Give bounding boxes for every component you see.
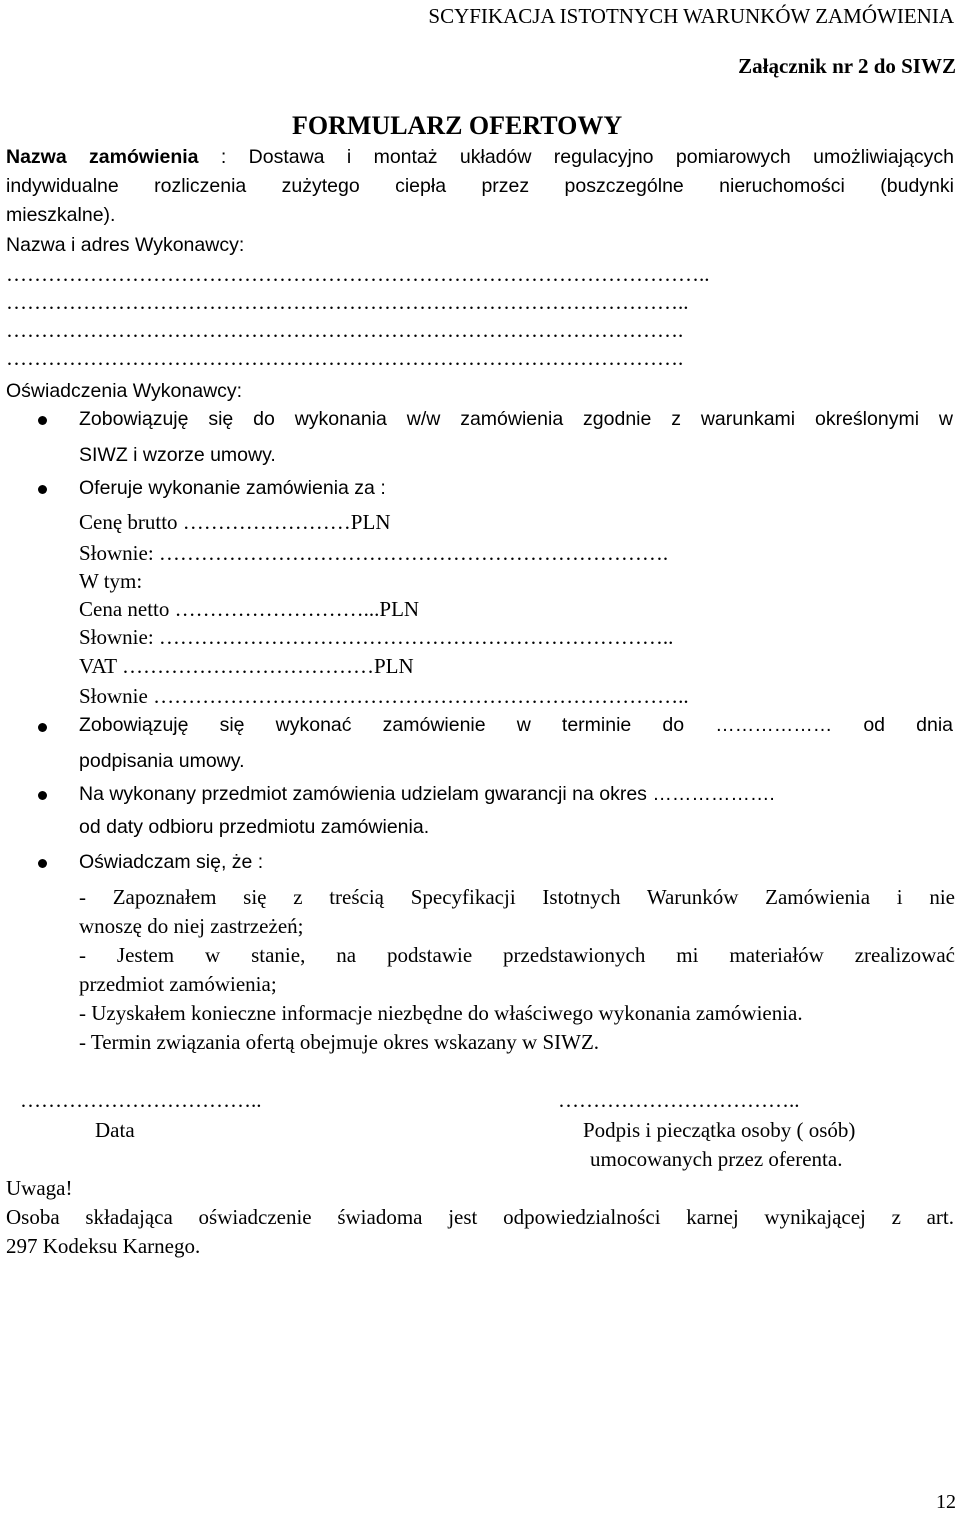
statement-4-line1: Na wykonany przedmiot zamówienia udzielam gwarancji na okres ………………. <box>79 783 775 805</box>
statement-3-line2: podpisania umowy. <box>79 750 245 772</box>
statement-1-line1: Zobowiązuję się do wykonania w/w zamówienia zgodnie z warunkami określonymi w <box>79 408 953 430</box>
declaration-2-line2: przedmiot zamówienia; <box>79 972 277 996</box>
statement-3-line1: Zobowiązuję się wykonać zamówienie w terminie do ……………… od dnia <box>79 714 953 736</box>
declaration-1-line2: wnoszę do niej zastrzeżeń; <box>79 914 304 938</box>
statement-5: Oświadczam się, że : <box>79 851 264 873</box>
statements-label: Oświadczenia Wykonawcy: <box>6 380 243 402</box>
bullet-2 <box>38 485 47 494</box>
of-which-label: W tym: <box>79 569 143 593</box>
declaration-2-line1: - Jestem w stanie, na podstawie przedstawionych mi materiałów zrealizować <box>79 943 955 967</box>
words-line-1: Słownie: ………………………………………………………………. <box>79 541 669 565</box>
net-price-line: Cena netto ………………………...PLN <box>79 597 420 621</box>
contractor-dots-line1: ……………………………………………………………………………………….. <box>6 264 710 285</box>
order-name-line3: mieszkalne). <box>6 204 116 226</box>
note-label: Uwaga! <box>6 1176 73 1200</box>
statement-2: Oferuje wykonanie zamówienia za : <box>79 477 386 499</box>
form-title: FORMULARZ OFERTOWY <box>292 111 623 140</box>
attachment-label: Załącznik nr 2 do SIWZ <box>738 54 956 78</box>
declaration-3: - Uzyskałem konieczne informacje niezbędne do właściwego wykonania zamówienia. <box>79 1001 803 1025</box>
order-name-line1: Nazwa zamówienia : Dostawa i montaż układów regulacyjno pomiarowych umożliwiających <box>6 146 955 168</box>
declaration-4: - Termin związania ofertą obejmuje okres wskazany w SIWZ. <box>79 1030 600 1054</box>
signature-label-line2: umocowanych przez oferenta. <box>590 1147 843 1171</box>
vat-line: VAT ………………………………PLN <box>79 654 414 678</box>
note-line2: 297 Kodeksu Karnego. <box>6 1234 201 1258</box>
page-number: 12 <box>936 1491 956 1513</box>
bullet-4 <box>38 791 47 800</box>
bullet-3 <box>38 723 47 732</box>
gross-price-line: Cenę brutto ……………………PLN <box>79 510 391 534</box>
declaration-1-line1: - Zapoznałem się z treścią Specyfikacji Istotnych Warunków Zamówienia i nie <box>79 885 955 909</box>
date-dots: …………………………….. <box>20 1088 262 1112</box>
contractor-dots-line4: ……………………………………………………………………………………. <box>6 348 684 369</box>
note-line1: Osoba składająca oświadczenie świadoma jest odpowiedzialności karnej wynikającej z art. <box>6 1205 954 1229</box>
contractor-dots-line3: ……………………………………………………………………………………. <box>6 320 684 341</box>
contractor-label: Nazwa i adres Wykonawcy: <box>6 234 245 256</box>
words-line-3: Słownie ………………………………………………………………….. <box>79 684 689 708</box>
contractor-dots-line2: …………………………………………………………………………………….. <box>6 292 689 313</box>
date-label: Data <box>95 1118 135 1142</box>
bullet-1 <box>38 416 47 425</box>
signature-label-line1: Podpis i pieczątka osoby ( osób) <box>583 1118 856 1142</box>
order-name-label: Nazwa zamówienia <box>6 146 199 168</box>
order-name-line2: indywidualne rozliczenia zużytego ciepła przez poszczególne nieruchomości (budynki <box>6 175 954 197</box>
spec-title: SCYFIKACJA ISTOTNYCH WARUNKÓW ZAMÓWIENIA <box>428 4 954 28</box>
bullet-5 <box>38 859 47 868</box>
signature-dots: …………………………….. <box>558 1088 800 1112</box>
statement-4-line2: od daty odbioru przedmiotu zamówienia. <box>79 816 430 838</box>
words-line-2: Słownie: ……………………………………………………………….. <box>79 625 674 649</box>
statement-1-line2: SIWZ i wzorze umowy. <box>79 444 276 466</box>
